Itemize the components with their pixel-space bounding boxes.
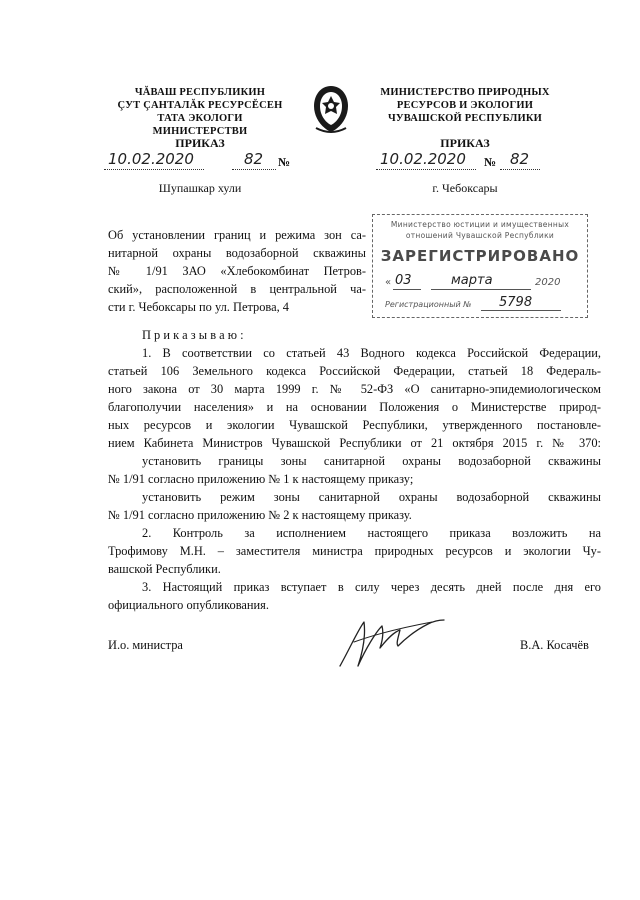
body-line-12: Трофимову М.Н. – заместителя министра природных ресурсов и экологии Чу- bbox=[108, 544, 601, 558]
title-line-5: сти г. Чебоксары по ул. Петрова, 4 bbox=[108, 300, 289, 314]
date-right: 10.02.2020 bbox=[380, 150, 466, 168]
order-label-right: ПРИКАЗ bbox=[440, 136, 490, 150]
title-line-4: ский», расположенной в центральной ча- bbox=[108, 282, 366, 296]
body-line-14: 3. Настоящий приказ вступает в силу через десять дней после дня его bbox=[142, 580, 601, 594]
header-right-line-3: ЧУВАШСКОЙ РЕСПУБЛИКИ bbox=[387, 113, 543, 124]
title-line-2: нитарной охраны водозаборной скважины bbox=[108, 246, 366, 260]
number-sign-left: № bbox=[278, 155, 291, 169]
stamp-reg bbox=[385, 297, 581, 315]
registration-stamp bbox=[372, 214, 588, 318]
document-title bbox=[108, 226, 366, 316]
number-left-underline bbox=[232, 169, 276, 170]
body-line-6: нием Кабинета Министров Чувашской Республики от 21 октября 2015 г. № 370: bbox=[108, 436, 601, 450]
header-right-line-1: МИНИСТЕРСТВО ПРИРОДНЫХ bbox=[380, 87, 550, 98]
signature-image bbox=[336, 608, 446, 672]
signature-name: В.А. Косачёв bbox=[520, 638, 589, 652]
header-left bbox=[110, 86, 290, 138]
header-right-line-2: РЕСУРСОВ И ЭКОЛОГИИ bbox=[396, 100, 534, 111]
date-right-underline bbox=[376, 169, 476, 170]
stamp-date-month: марта bbox=[451, 273, 493, 288]
body-line-15: официального опубликования. bbox=[108, 598, 269, 612]
body-line-5: ных ресурсов и экологии Чувашской Республики, утвержденного постановле- bbox=[108, 418, 601, 432]
stamp-date-month-underline bbox=[431, 289, 531, 290]
date-line-right bbox=[376, 150, 576, 174]
number-sign-right: № bbox=[484, 155, 497, 169]
body-line-10: № 1/91 согласно приложению № 2 к настоящему приказу. bbox=[108, 508, 412, 522]
stamp-date-prefix: « bbox=[385, 277, 392, 288]
body-line-3: ного закона от 30 марта 1999 г. № 52-ФЗ «О санитарно-эпидемиологическом bbox=[108, 382, 601, 396]
body-line-11: 2. Контроль за исполнением настоящего приказа возложить на bbox=[142, 526, 601, 540]
header-right bbox=[370, 86, 560, 125]
body-line-2: статьей 106 Земельного кодекса Российской Федерации, статьей 18 Федераль- bbox=[108, 364, 601, 378]
body-line-1: 1. В соответствии со статьей 43 Водного кодекса Российской Федерации, bbox=[142, 346, 601, 360]
place-right: г. Чебоксары bbox=[432, 181, 498, 195]
place-left: Шупашкар хули bbox=[158, 181, 242, 195]
number-right-underline bbox=[500, 169, 540, 170]
stamp-main: ЗАРЕГИСТРИРОВАНО bbox=[380, 247, 580, 265]
body-line-9: установить режим зоны санитарной охраны водозаборной скважины bbox=[142, 490, 601, 504]
stamp-line-2: отношений Чувашской Республики bbox=[405, 231, 555, 240]
header-left-line-3: ТАТА ЭКОЛОГИ МИНИСТЕРСТВИ bbox=[152, 113, 248, 137]
title-line-3: № 1/91 ЗАО «Хлебокомбинат Петров- bbox=[108, 264, 366, 278]
stamp-date-year: 2020 bbox=[535, 277, 561, 288]
date-left-underline bbox=[104, 169, 204, 170]
header-left-line-1: ЧĂВАШ РЕСПУБЛИКИН bbox=[134, 87, 266, 98]
stamp-line-1: Министерство юстиции и имущественных bbox=[390, 220, 570, 229]
date-line-left bbox=[104, 150, 304, 174]
date-left: 10.02.2020 bbox=[108, 150, 194, 168]
stamp-reg-number: 5798 bbox=[499, 295, 533, 310]
number-left: 82 bbox=[244, 150, 264, 168]
prikazyvayu: П р и к а з ы в а ю : bbox=[142, 328, 244, 342]
title-line-1: Об установлении границ и режима зон са- bbox=[108, 228, 366, 242]
number-right: 82 bbox=[510, 150, 530, 168]
signature-position: И.о. министра bbox=[108, 638, 183, 652]
body-line-4: благополучии населения» и на основании Положения о Министерстве природ- bbox=[108, 400, 601, 414]
stamp-reg-label: Регистрационный № bbox=[385, 300, 472, 309]
emblem-image bbox=[310, 84, 352, 134]
body-line-13: вашской Республики. bbox=[108, 562, 221, 576]
body-line-8: № 1/91 согласно приложению № 1 к настоящему приказу; bbox=[108, 472, 414, 486]
stamp-date bbox=[385, 273, 581, 293]
order-label-left: ПРИКАЗ bbox=[175, 136, 225, 150]
stamp-reg-underline bbox=[481, 310, 561, 311]
body-line-7: установить границы зоны санитарной охраны водозаборной скважины bbox=[142, 454, 601, 468]
stamp-date-day: 03 bbox=[395, 273, 412, 288]
header-left-line-2: ÇУТ ÇАНТАЛĂК РЕСУРСĔСЕН bbox=[117, 100, 283, 111]
stamp-date-day-underline bbox=[393, 289, 421, 290]
